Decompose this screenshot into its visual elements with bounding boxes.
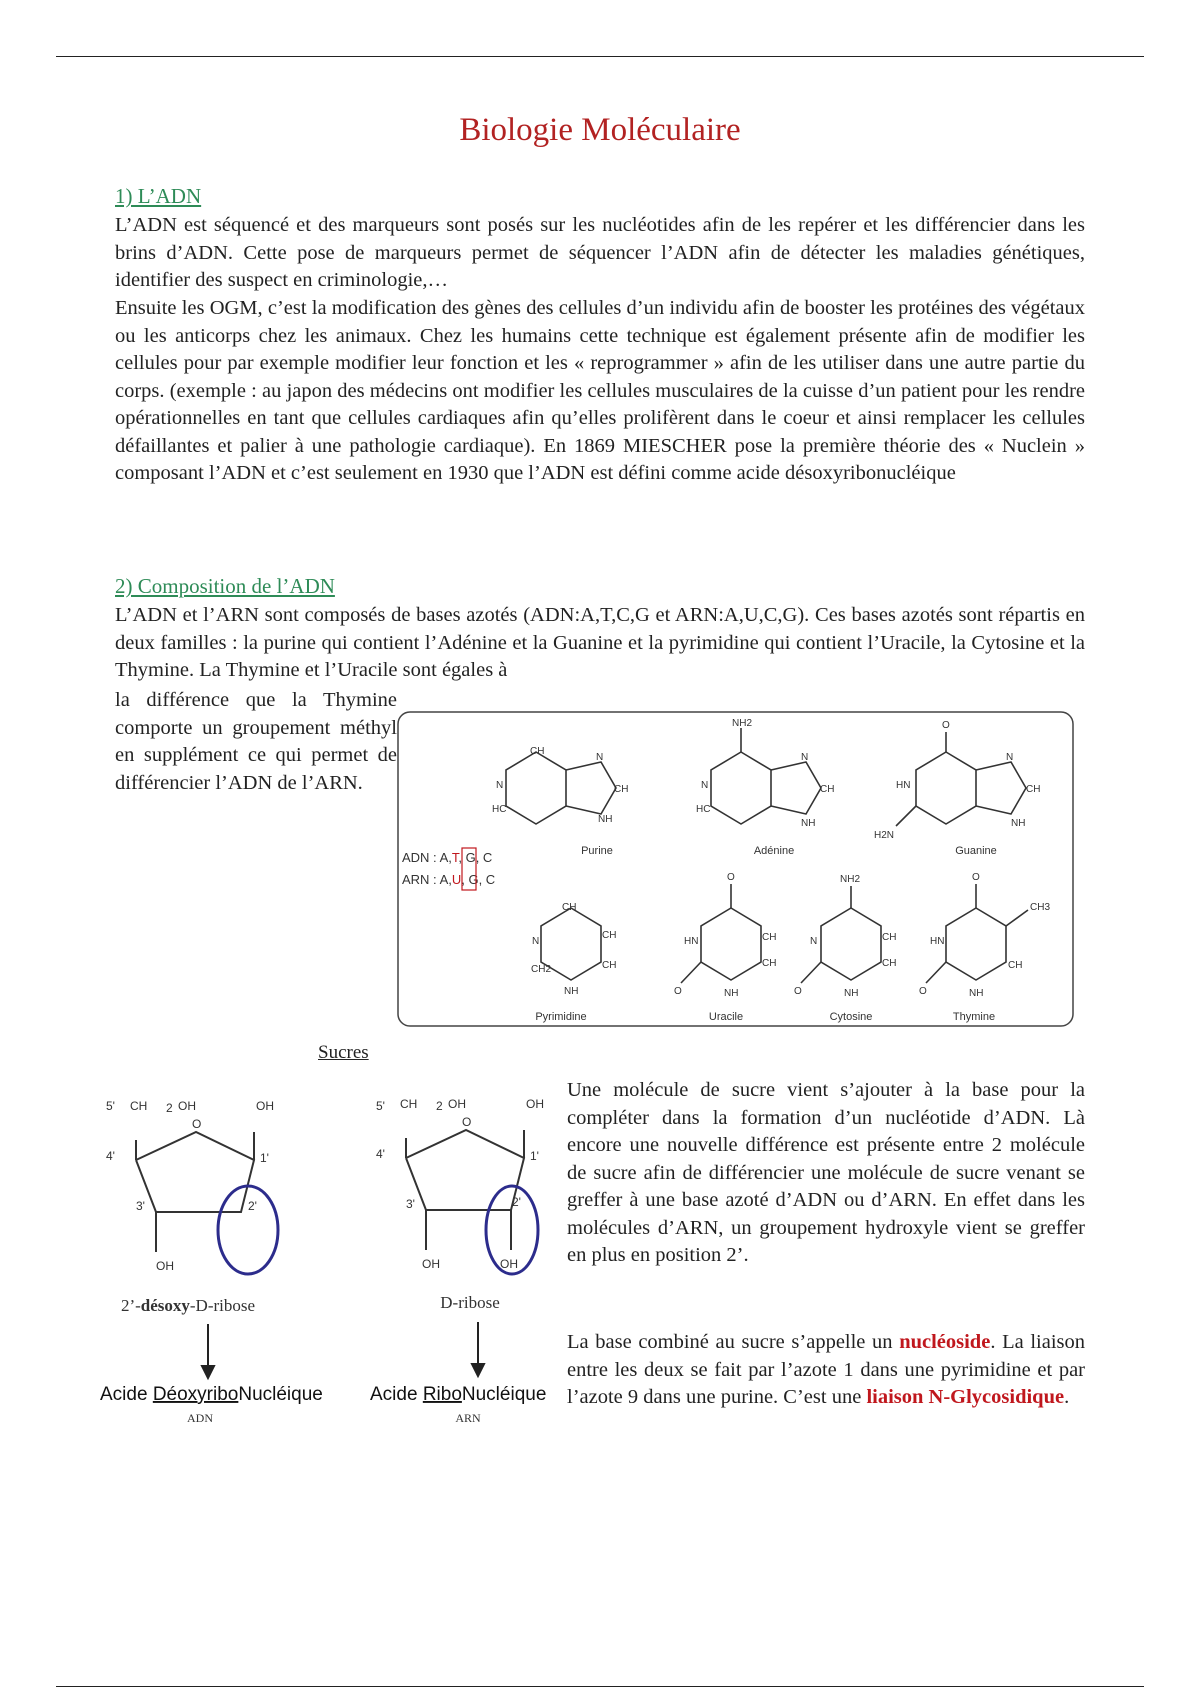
cytosine-n-label: N bbox=[810, 936, 818, 947]
deoxy-c5-label: 5' bbox=[106, 1099, 115, 1113]
pyrimidine-nh-label: NH bbox=[564, 986, 579, 997]
thymine-o-bottom-label: O bbox=[919, 986, 927, 997]
uracile-hn-label: HN bbox=[684, 936, 699, 947]
purine-nh-label: NH bbox=[598, 814, 613, 825]
uracile-name: Uracile bbox=[708, 1011, 744, 1023]
glycosidic-bond-term: liaison N-Glycosidique bbox=[866, 1386, 1065, 1408]
thymine-o-top-label: O bbox=[972, 872, 980, 883]
sugar-paragraph-1: Une molécule de sucre vient s’ajouter à la base pour la compléter dans la formation d’un nucléotide d’ADN. Là encore une nouvelle différence est présente entre 2 molécule de sucre afin de différencier une molécule de sucre venant se greffer à une base azoté d’ADN ou d’ARN. En effet dans les molécules d’ARN, un groupement hydroxyle vient se greffer en plus en position 2’. bbox=[567, 1079, 1085, 1266]
cytosine-nh2-label: NH2 bbox=[840, 874, 861, 885]
nucleoside-term: nucléoside bbox=[899, 1331, 991, 1353]
section-2-side-paragraph: la différence que la Thymine comporte un groupement méthyl en supplément ce qui permet de différencier l’ADN de l’ARN. bbox=[115, 689, 397, 794]
deoxy-oh1-label: OH bbox=[256, 1099, 274, 1113]
purine-n1-label: N bbox=[496, 780, 504, 791]
pyrimidine-n3-label: N bbox=[532, 936, 540, 947]
adn-full-name: Acide DéoxyriboNucléique bbox=[100, 1384, 323, 1405]
arn-full-name: Acide RiboNucléique bbox=[370, 1384, 547, 1405]
guanine-h2n-label: H2N bbox=[874, 830, 895, 841]
adn-abbr: ADN bbox=[187, 1411, 213, 1425]
thymine-name: Thymine bbox=[952, 1011, 996, 1023]
thymine-ch-label: CH bbox=[1008, 960, 1023, 971]
deoxy-c1-label: 1' bbox=[260, 1151, 269, 1165]
nucleoside-text-e: . bbox=[1064, 1386, 1070, 1408]
guanine-hn-label: HN bbox=[896, 780, 911, 791]
deoxy-oh3-label: OH bbox=[156, 1259, 174, 1273]
ribose-c2-label: 2' bbox=[512, 1195, 521, 1209]
guanine-ch-label: CH bbox=[1026, 784, 1041, 795]
arn-bases-label: ARN : A,U, G, C bbox=[402, 872, 496, 887]
cytosine-o-label: O bbox=[794, 986, 802, 997]
ribose-name: D-ribose bbox=[440, 1293, 500, 1312]
pyrimidine-ch5-label: CH bbox=[602, 930, 617, 941]
ribose-oh1-label: OH bbox=[526, 1097, 544, 1111]
ribose-o-label: O bbox=[462, 1115, 472, 1129]
page-title: Biologie Moléculaire bbox=[459, 112, 741, 148]
adn-bases-label: ADN : A,T, G, C bbox=[402, 850, 493, 865]
nucleoside-text-a: La base combiné au sucre s’appelle un bbox=[567, 1331, 900, 1353]
thymine-ch3-label: CH3 bbox=[1030, 902, 1051, 913]
purine-ch-label: CH bbox=[530, 746, 545, 757]
pyrimidine-ch6-label: CH bbox=[602, 960, 617, 971]
ribose-ring bbox=[406, 1130, 524, 1210]
section-2-paragraph: L’ADN et l’ARN sont composés de bases azotés (ADN:A,T,C,G et ARN:A,U,C,G). Ces bases azotés sont répartis en deux familles : la purine qui contient l’Adénine et la Guanine et la pyrimidine qui contient l’Uracile, la Cytosine et la Thymine. La Thymine et l’Uracile sont égales à bbox=[115, 604, 1085, 681]
ribose-ch-label: CH bbox=[400, 1097, 418, 1111]
pyrimidine-ch4-label: CH bbox=[562, 902, 577, 913]
pyrimidine-ch2-label: CH2 bbox=[531, 964, 552, 975]
uracile-nh-label: NH bbox=[724, 988, 739, 999]
ribose-2-label: 2 bbox=[436, 1099, 443, 1113]
ribose-oh5-label: OH bbox=[448, 1097, 466, 1111]
figure-frame bbox=[398, 712, 1073, 1026]
cytosine-nh-label: NH bbox=[844, 988, 859, 999]
ribose-c3-label: 3' bbox=[406, 1197, 415, 1211]
top-rule bbox=[56, 56, 1144, 57]
cytosine-ch5-label: CH bbox=[882, 932, 897, 943]
deoxyribose-ring bbox=[136, 1132, 254, 1212]
uracile-o-top-label: O bbox=[727, 872, 735, 883]
guanine-name: Guanine bbox=[955, 845, 997, 857]
section-1-paragraph-1: L’ADN est séquencé et des marqueurs sont posés sur les nucléotides afin de les repérer et les différencier dans les brins d’ADN. Cette pose de marqueurs permet de séquencer l’ADN afin de détecter les maladies génétiques, identifier des suspect en criminologie,… bbox=[115, 214, 1085, 291]
deoxy-c4-label: 4' bbox=[106, 1149, 115, 1163]
uracile-ch6-label: CH bbox=[762, 958, 777, 969]
purine-n7-label: N bbox=[596, 752, 604, 763]
bottom-rule bbox=[56, 1686, 1144, 1687]
deoxy-c3-label: 3' bbox=[136, 1199, 145, 1213]
nucleoside-text-c: . La liaison entre les deux se fait par l’azote 1 dans une pyrimidine et par l’azote 9 dans une purine. C’est une bbox=[567, 1331, 1085, 1408]
deoxy-c2-label: 2' bbox=[248, 1199, 257, 1213]
ribose-oh2-label: OH bbox=[500, 1257, 518, 1271]
section-1-heading: 1) L’ADN bbox=[115, 184, 202, 208]
guanine-nh-label: NH bbox=[1011, 818, 1026, 829]
purine-hc-label: HC bbox=[492, 804, 507, 815]
ribose-c1-label: 1' bbox=[530, 1149, 539, 1163]
cytosine-name: Cytosine bbox=[829, 1011, 873, 1023]
purine-ch8-label: CH bbox=[614, 784, 629, 795]
pyrimidine-name: Pyrimidine bbox=[535, 1011, 587, 1023]
thymine-hn-label: HN bbox=[930, 936, 945, 947]
ribose-c5-label: 5' bbox=[376, 1099, 385, 1113]
adn-arrow-head bbox=[202, 1366, 214, 1378]
guanine-o-label: O bbox=[942, 720, 950, 731]
purine-name: Purine bbox=[581, 845, 613, 857]
section-1-paragraph-2: Ensuite les OGM, c’est la modification des gènes des cellules d’un individu afin de booster les protéines des végétaux ou les anticorps chez les animaux. Chez les humains cette technique est également présente afin de modifier les cellules pour par exemple modifier leur fonction et les « reprogrammer » afin de les utiliser dans une autre partie du corps. (exemple : au japon des médecins ont modifier les cellules musculaires de la cuisse d’un patient pour les rendre opérationnelles en tant que cellules cardiaques afin qu’elles prolifèrent dans le coeur et ainsi remplacer les cellules défaillantes et palier à une pathologie cardiaque). En 1869 MIESCHER pose la première théorie des « Nuclein » composant l’ADN et c’est seulement en 1930 que l’ADN est défini comme acide désoxyribonucléique bbox=[115, 297, 1085, 484]
adenine-name: Adénine bbox=[753, 845, 795, 857]
adenine-hc-label: HC bbox=[696, 804, 711, 815]
adenine-nh-label: NH bbox=[801, 818, 816, 829]
sugar-paragraph-2 bbox=[567, 1329, 1085, 1412]
ribose-oh3-label: OH bbox=[422, 1257, 440, 1271]
section-2-heading: 2) Composition de l’ADN bbox=[115, 574, 335, 598]
ribose-c4-label: 4' bbox=[376, 1147, 385, 1161]
deoxy-2-label: 2 bbox=[166, 1101, 173, 1115]
sugars-caption: Sucres bbox=[318, 1042, 369, 1063]
adenine-n-label: N bbox=[701, 780, 709, 791]
uracile-ch5-label: CH bbox=[762, 932, 777, 943]
adenine-n7-label: N bbox=[801, 752, 809, 763]
cytosine-ch6-label: CH bbox=[882, 958, 897, 969]
thymine-nh-label: NH bbox=[969, 988, 984, 999]
guanine-n7-label: N bbox=[1006, 752, 1014, 763]
arn-arrow-head bbox=[472, 1364, 484, 1376]
uracile-o-bottom-label: O bbox=[674, 986, 682, 997]
deoxyribose-name: 2’-désoxy-D-ribose bbox=[120, 1296, 256, 1315]
deoxy-o-label: O bbox=[192, 1117, 202, 1131]
sugars-figure bbox=[96, 1080, 566, 1430]
deoxy-oh5-label: OH bbox=[178, 1099, 196, 1113]
adenine-ch-label: CH bbox=[820, 784, 835, 795]
nitrogen-bases-figure bbox=[396, 708, 1076, 1030]
arn-abbr: ARN bbox=[455, 1411, 481, 1425]
deoxy-ch-label: CH bbox=[130, 1099, 148, 1113]
adenine-nh2-label: NH2 bbox=[732, 718, 753, 729]
